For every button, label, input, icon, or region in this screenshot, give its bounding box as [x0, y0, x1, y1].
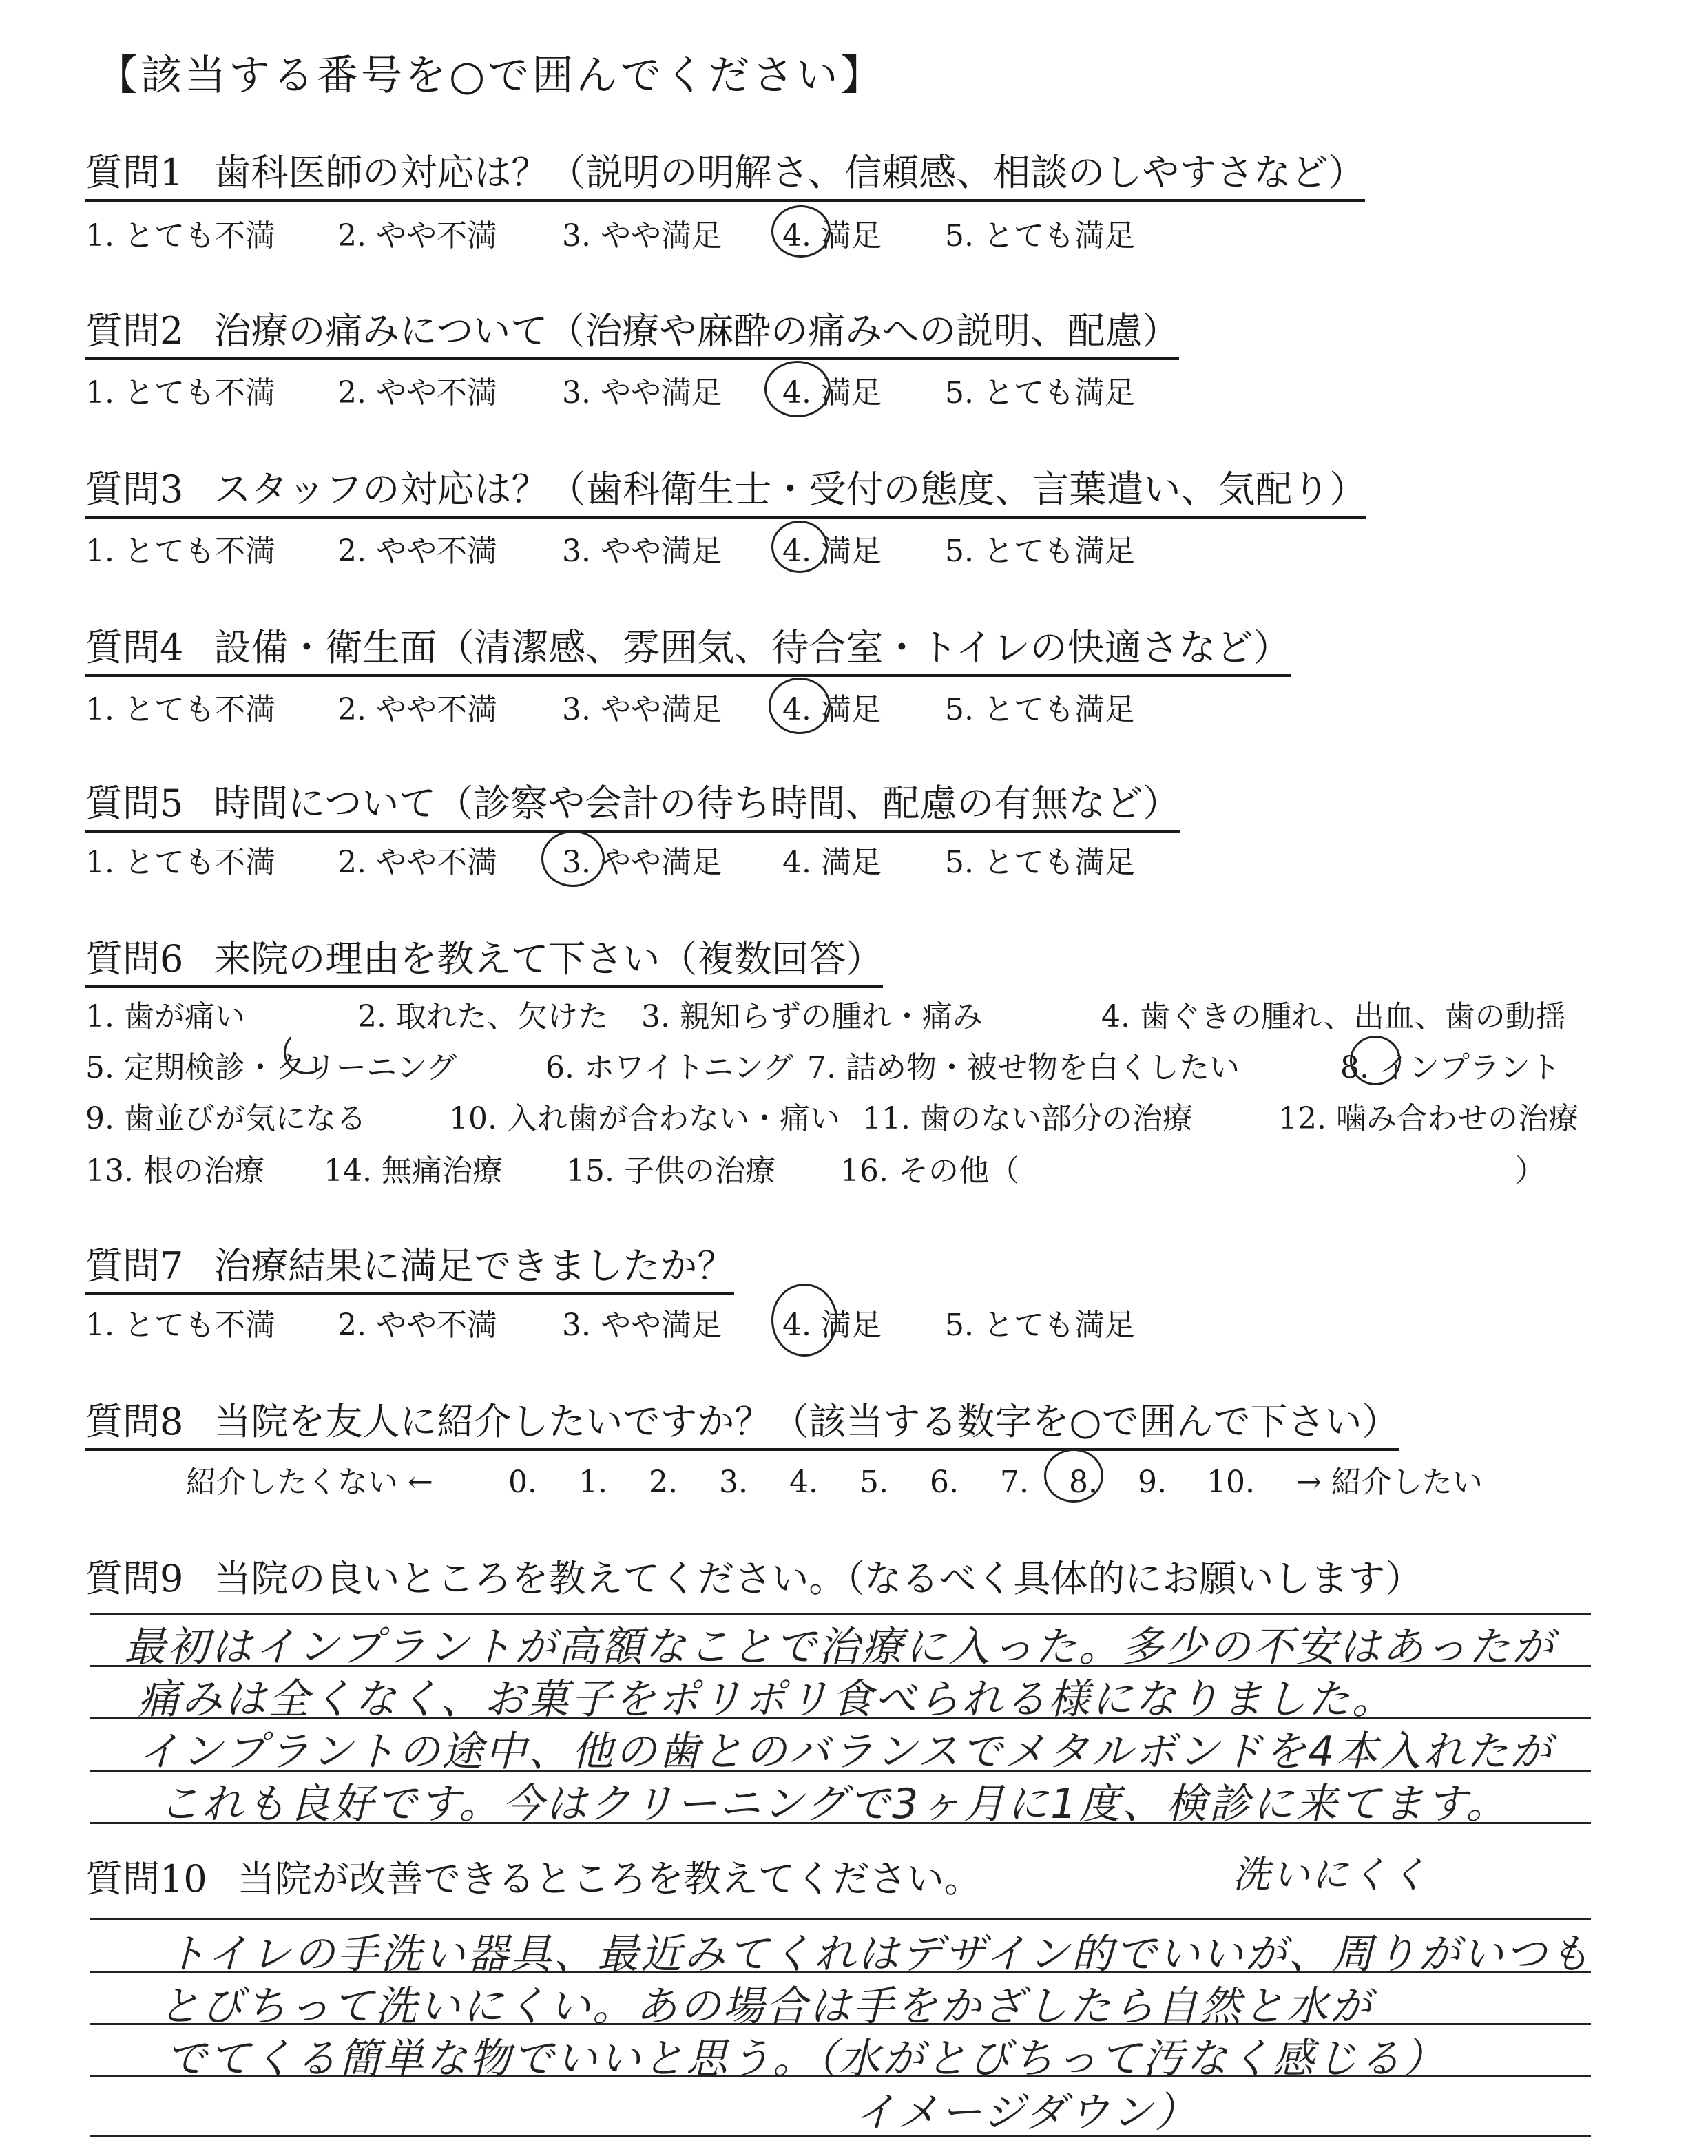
q5-option-1[interactable]: 1. とても不満	[85, 845, 275, 880]
q7-answer-circle	[771, 1284, 837, 1357]
question-2-options	[85, 368, 1135, 412]
question-6-heading	[85, 930, 883, 988]
q9-answer-line-3: インプラントの途中、他の歯とのバランスでメタルボンドを4本入れたが	[138, 1728, 1554, 1776]
q8-number-4[interactable]: 4.	[789, 1465, 818, 1500]
q6-option-7[interactable]: 7. 詰め物・被せ物を白くしたい	[807, 1050, 1240, 1085]
question-7-text: 治療結果に満足できましたか？	[214, 1244, 735, 1288]
q4-answer-circle	[769, 678, 831, 734]
q10-answer-line-2: とびちって洗いにくい。あの場合は手をかざしたら自然と水が	[158, 1982, 1373, 2031]
q5-option-2[interactable]: 2. やや不満	[337, 845, 497, 880]
q4-option-2[interactable]: 2. やや不満	[337, 692, 497, 727]
question-8-heading	[85, 1392, 1399, 1451]
q7-option-5[interactable]: 5. とても満足	[945, 1308, 1135, 1343]
q7-option-4[interactable]: 4. 満足	[782, 1308, 882, 1343]
q10-answer-line-1: トイレの手洗い器具、最近みてくれはデザイン的でいいが、周りがいつも	[165, 1930, 1592, 1978]
q1-option-1[interactable]: 1. とても不満	[85, 218, 275, 253]
question-5-options	[85, 837, 1135, 881]
q8-number-9[interactable]: 9.	[1138, 1465, 1167, 1500]
question-8-number: 質問8	[85, 1400, 184, 1443]
question-10-heading	[85, 1850, 981, 1905]
q6-option-2[interactable]: 2. 取れた、欠けた	[357, 999, 608, 1034]
question-7-heading	[85, 1237, 734, 1295]
q6-option-12[interactable]: 12. 噛み合わせの治療	[1278, 1101, 1579, 1136]
q7-option-1[interactable]: 1. とても不満	[85, 1308, 275, 1343]
question-4-number: 質問4	[85, 626, 184, 669]
question-6-options-row-3	[85, 1093, 1579, 1138]
q8-number-3[interactable]: 3.	[719, 1465, 748, 1500]
q2-option-5[interactable]: 5. とても満足	[945, 375, 1135, 410]
q4-option-5[interactable]: 5. とても満足	[945, 692, 1135, 727]
question-6-options-row-4	[85, 1146, 1642, 1190]
question-4-heading	[85, 618, 1291, 677]
question-7-options	[85, 1300, 1135, 1344]
q3-answer-circle	[771, 521, 828, 573]
q10-write-line-5	[90, 2135, 1591, 2137]
q9-answer-line-2: 痛みは全くなく、お菓子をポリポリ食べられる様になりました。	[138, 1675, 1395, 1724]
q2-answer-circle	[764, 361, 831, 417]
q5-option-5[interactable]: 5. とても満足	[945, 845, 1135, 880]
q10-answer-line-3: でてくる簡単な物でいいと思う。（水がとびちって汚なく感じる）	[165, 2035, 1446, 2083]
q3-option-4[interactable]: 4. 満足	[782, 534, 882, 569]
question-3-heading	[85, 460, 1366, 519]
q6-option-8[interactable]: 8. インプラント	[1340, 1050, 1561, 1085]
question-10-text: 当院が改善できるところを教えてください。	[237, 1857, 981, 1901]
q6-option-6[interactable]: 6. ホワイトニング	[545, 1050, 794, 1085]
q8-number-7[interactable]: 7.	[1000, 1465, 1029, 1500]
q4-option-1[interactable]: 1. とても不満	[85, 692, 275, 727]
q6-answer-mark-5	[284, 1030, 329, 1074]
question-2-text: 治療の痛みについて（治療や麻酔の痛みへの説明、配慮）	[214, 309, 1180, 353]
question-4-text: 設備・衛生面（清潔感、雰囲気、待合室・トイレの快適さなど）	[214, 626, 1291, 669]
q8-number-2[interactable]: 2.	[649, 1465, 678, 1500]
q4-option-4[interactable]: 4. 満足	[782, 692, 882, 727]
q6-option-9[interactable]: 9. 歯並びが気になる	[85, 1101, 366, 1136]
question-6-text: 来院の理由を教えて下さい（複数回答）	[214, 937, 884, 981]
question-1-text: 歯科医師の対応は？（説明の明解さ、信頼感、相談のしやすさなど）	[214, 151, 1366, 194]
question-1-number: 質問1	[85, 151, 184, 194]
q4-option-3[interactable]: 3. やや満足	[562, 692, 722, 727]
q6-option-10[interactable]: 10. 入れ歯が合わない・痛い	[449, 1101, 840, 1136]
q5-option-4[interactable]: 4. 満足	[782, 845, 882, 880]
question-7-number: 質問7	[85, 1244, 184, 1288]
q5-option-3[interactable]: 3. やや満足	[562, 845, 722, 880]
question-1-options	[85, 211, 1135, 255]
q8-number-0[interactable]: 0.	[508, 1465, 537, 1500]
question-5-heading	[85, 774, 1180, 833]
question-3-number: 質問3	[85, 468, 184, 511]
question-10-number: 質問10	[85, 1857, 207, 1901]
q6-option-13[interactable]: 13. 根の治療	[85, 1153, 264, 1189]
question-6-options-row-1	[85, 992, 1566, 1036]
q7-option-2[interactable]: 2. やや不満	[337, 1308, 497, 1343]
question-9-heading	[85, 1549, 1422, 1605]
page-title: 【該当する番号を○で囲んでください】	[96, 52, 885, 100]
q6-option-16[interactable]: 16. その他（	[840, 1153, 1019, 1189]
q8-number-5[interactable]: 5.	[860, 1465, 888, 1500]
q2-option-4[interactable]: 4. 満足	[782, 375, 882, 410]
q1-option-4[interactable]: 4. 満足	[782, 218, 882, 253]
q1-option-3[interactable]: 3. やや満足	[562, 218, 722, 253]
q10-write-line-1	[90, 1918, 1591, 1920]
q7-option-3[interactable]: 3. やや満足	[562, 1308, 722, 1343]
q10-answer-note: 洗いにくく	[1233, 1853, 1429, 1896]
q6-option-1[interactable]: 1. 歯が痛い	[85, 999, 245, 1034]
q8-number-10[interactable]: 10.	[1207, 1465, 1255, 1500]
q6-option-5[interactable]: 5. 定期検診・クリーニング	[85, 1050, 457, 1085]
q8-number-8[interactable]: 8.	[1069, 1465, 1098, 1500]
q6-answer-circle-8	[1350, 1036, 1401, 1085]
q6-option-15[interactable]: 15. 子供の治療	[566, 1153, 775, 1189]
q10-answer-line-4: イメージダウン）	[854, 2089, 1198, 2137]
q8-answer-circle	[1044, 1449, 1103, 1503]
question-5-number: 質問5	[85, 782, 184, 825]
q8-left-label: 紹介したくない ←	[186, 1465, 433, 1500]
q6-option-16-close: ）	[1515, 1153, 1545, 1189]
q6-option-14[interactable]: 14. 無痛治療	[324, 1153, 503, 1189]
q6-option-4[interactable]: 4. 歯ぐきの腫れ、出血、歯の動揺	[1101, 999, 1566, 1034]
q5-answer-circle	[541, 830, 605, 887]
q1-answer-circle	[771, 205, 831, 258]
question-2-heading	[85, 302, 1179, 360]
question-1-heading	[85, 143, 1365, 202]
q9-answer-line-1: 最初はインプラントが高額なことで治療に入った。多少の不安はあったが	[124, 1623, 1556, 1671]
q2-option-2[interactable]: 2. やや不満	[337, 375, 497, 410]
question-8-scale	[186, 1457, 1483, 1501]
q3-option-1[interactable]: 1. とても不満	[85, 534, 275, 569]
q6-option-3[interactable]: 3. 親知らずの腫れ・痛み	[641, 999, 983, 1034]
question-4-options	[85, 684, 1135, 729]
q2-option-1[interactable]: 1. とても不満	[85, 375, 275, 410]
q3-option-2[interactable]: 2. やや不満	[337, 534, 497, 569]
q9-answer-line-4: これも良好です。今はクリーニングで3ヶ月に1度、検診に来てます。	[158, 1780, 1510, 1828]
q8-number-1[interactable]: 1.	[579, 1465, 607, 1500]
question-9-number: 質問9	[85, 1557, 184, 1600]
q3-option-5[interactable]: 5. とても満足	[945, 534, 1135, 569]
q8-number-6[interactable]: 6.	[930, 1465, 959, 1500]
question-5-text: 時間について（診察や会計の待ち時間、配慮の有無など）	[214, 782, 1180, 825]
q2-option-3[interactable]: 3. やや満足	[562, 375, 722, 410]
q3-option-3[interactable]: 3. やや満足	[562, 534, 722, 569]
question-3-options	[85, 526, 1135, 570]
q1-option-5[interactable]: 5. とても満足	[945, 218, 1135, 253]
q6-option-11[interactable]: 11. 歯のない部分の治療	[862, 1101, 1193, 1136]
question-2-number: 質問2	[85, 309, 184, 353]
question-9-text: 当院の良いところを教えてください。（なるべく具体的にお願いします）	[214, 1557, 1423, 1600]
q8-right-label: → 紹介したい	[1296, 1465, 1483, 1500]
q1-option-2[interactable]: 2. やや不満	[337, 218, 497, 253]
question-8-text: 当院を友人に紹介したいですか？（該当する数字を○で囲んで下さい）	[214, 1400, 1399, 1443]
question-3-text: スタッフの対応は？（歯科衛生士・受付の態度、言葉遣い、気配り）	[214, 468, 1367, 511]
question-6-number: 質問6	[85, 937, 184, 981]
